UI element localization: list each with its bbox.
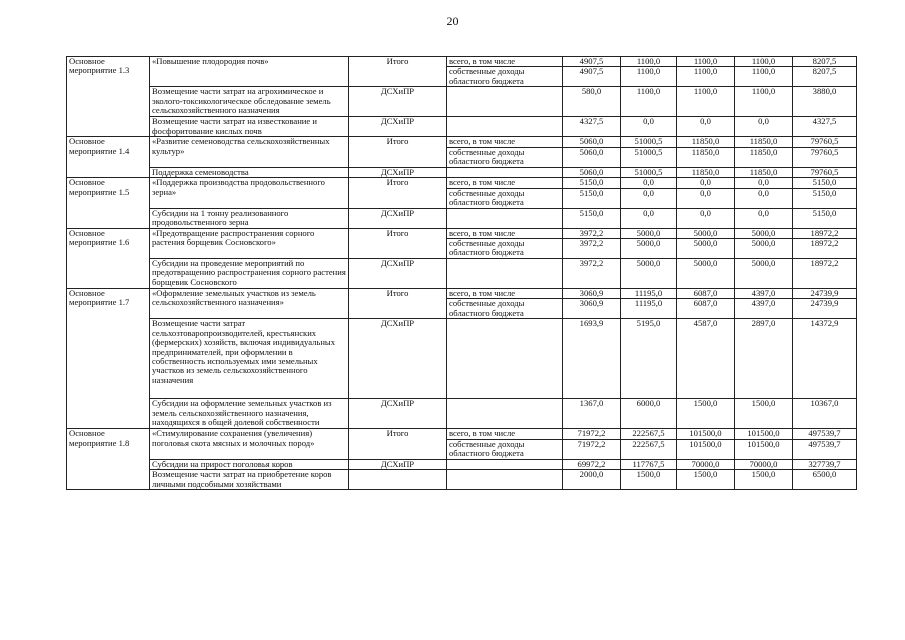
executor-cell: Итого (349, 289, 447, 319)
value-cell: 8207,5 (793, 57, 857, 67)
activity-name: Субсидии на проведение мероприятий по предотвращению распространения сорного растения борщевик Сосновского (150, 259, 349, 289)
value-cell: 5000,0 (735, 259, 793, 289)
value-cell: 222567,5 (621, 429, 677, 439)
value-cell: 1500,0 (735, 399, 793, 429)
funding-source (447, 459, 563, 469)
value-cell: 1100,0 (735, 87, 793, 117)
activity-name: Субсидии на оформление земельных участков из земель сельскохозяйственного назначения, находящихся в общей долевой собственности (150, 399, 349, 429)
value-cell: 6087,0 (677, 289, 735, 299)
funding-source (447, 87, 563, 117)
funding-source (447, 399, 563, 429)
executor-cell (349, 470, 447, 490)
funding-source: собственные доходы областного бюджета (447, 188, 563, 208)
value-cell: 11195,0 (621, 289, 677, 299)
value-cell: 1693,9 (563, 319, 621, 399)
value-cell: 0,0 (621, 117, 677, 137)
funding-source: всего, в том числе (447, 289, 563, 299)
value-cell: 24739,9 (793, 289, 857, 299)
value-cell: 1100,0 (677, 57, 735, 67)
value-cell: 5000,0 (621, 239, 677, 259)
value-cell: 5150,0 (793, 188, 857, 208)
value-cell: 71972,2 (563, 429, 621, 439)
value-cell: 1100,0 (621, 87, 677, 117)
value-cell: 5000,0 (735, 228, 793, 238)
value-cell: 11850,0 (677, 137, 735, 147)
value-cell: 1100,0 (735, 67, 793, 87)
value-cell: 10367,0 (793, 399, 857, 429)
value-cell: 11850,0 (735, 147, 793, 167)
table-row (67, 137, 857, 147)
executor-cell: ДСХиПР (349, 459, 447, 469)
value-cell: 4397,0 (735, 289, 793, 299)
value-cell: 0,0 (677, 208, 735, 228)
value-cell: 3880,0 (793, 87, 857, 117)
value-cell: 18972,2 (793, 239, 857, 259)
value-cell: 3060,9 (563, 299, 621, 319)
value-cell: 51000,5 (621, 147, 677, 167)
value-cell: 327739,7 (793, 459, 857, 469)
table-row (67, 228, 857, 238)
value-cell: 5195,0 (621, 319, 677, 399)
table-row (67, 117, 857, 137)
value-cell: 5000,0 (735, 239, 793, 259)
table-row (67, 289, 857, 299)
funding-source (447, 208, 563, 228)
value-cell: 0,0 (621, 188, 677, 208)
funding-source: собственные доходы областного бюджета (447, 147, 563, 167)
value-cell: 0,0 (735, 208, 793, 228)
value-cell: 71972,2 (563, 439, 621, 459)
value-cell: 4907,5 (563, 57, 621, 67)
activity-name: «Стимулирование сохранения (увеличения) поголовья скота мясных и молочных пород» (150, 429, 349, 459)
funding-source: собственные доходы областного бюджета (447, 239, 563, 259)
table-row (67, 208, 857, 228)
value-cell: 1100,0 (677, 67, 735, 87)
value-cell: 497539,7 (793, 429, 857, 439)
value-cell: 14372,9 (793, 319, 857, 399)
budget-table (66, 56, 857, 490)
activity-name: «Предотвращение распространения сорного растения борщевик Сосновского» (150, 228, 349, 258)
value-cell: 6500,0 (793, 470, 857, 490)
value-cell: 101500,0 (677, 439, 735, 459)
value-cell: 4907,5 (563, 67, 621, 87)
event-cell: Основное мероприятие 1.8 (67, 429, 150, 490)
activity-name: Субсидии на прирост поголовья коров (150, 459, 349, 469)
value-cell: 5150,0 (793, 208, 857, 228)
activity-name: «Поддержка производства продовольственного зерна» (150, 178, 349, 208)
funding-source: всего, в том числе (447, 178, 563, 188)
value-cell: 79760,5 (793, 137, 857, 147)
value-cell: 4327,5 (793, 117, 857, 137)
table-row (67, 57, 857, 67)
value-cell: 222567,5 (621, 439, 677, 459)
value-cell: 4397,0 (735, 299, 793, 319)
table-row (67, 459, 857, 469)
value-cell: 70000,0 (677, 459, 735, 469)
funding-source: всего, в том числе (447, 228, 563, 238)
value-cell: 0,0 (621, 208, 677, 228)
executor-cell: ДСХиПР (349, 167, 447, 177)
value-cell: 11195,0 (621, 299, 677, 319)
activity-name: «Развитие семеноводства сельскохозяйственных культур» (150, 137, 349, 167)
value-cell: 3972,2 (563, 239, 621, 259)
value-cell: 2897,0 (735, 319, 793, 399)
table-row (67, 429, 857, 439)
executor-cell: ДСХиПР (349, 87, 447, 117)
table-row (67, 470, 857, 490)
value-cell: 5000,0 (621, 259, 677, 289)
value-cell: 5150,0 (563, 178, 621, 188)
value-cell: 101500,0 (735, 439, 793, 459)
value-cell: 0,0 (735, 117, 793, 137)
value-cell: 24739,9 (793, 299, 857, 319)
event-cell: Основное мероприятие 1.5 (67, 178, 150, 228)
activity-name: Возмещение части затрат сельхозтоваропроизводителей, крестьянских (фермерских) хозяйств, включая индивидуальных предпринимателей, при оформлении в собственность используемых ими земельных участков из земель сельскохозяйственного назначения (150, 319, 349, 399)
executor-cell: Итого (349, 228, 447, 258)
value-cell: 5060,0 (563, 167, 621, 177)
table-row (67, 167, 857, 177)
value-cell: 1500,0 (735, 470, 793, 490)
value-cell: 5150,0 (563, 208, 621, 228)
value-cell: 5000,0 (677, 259, 735, 289)
executor-cell: ДСХиПР (349, 259, 447, 289)
funding-source: собственные доходы областного бюджета (447, 439, 563, 459)
value-cell: 101500,0 (735, 429, 793, 439)
table-row (67, 87, 857, 117)
value-cell: 117767,5 (621, 459, 677, 469)
activity-name: Субсидии на 1 тонну реализованного продовольственного зерна (150, 208, 349, 228)
value-cell: 3972,2 (563, 228, 621, 238)
value-cell: 6000,0 (621, 399, 677, 429)
activity-name: Возмещение части затрат на известкование и фосфоритование кислых почв (150, 117, 349, 137)
value-cell: 70000,0 (735, 459, 793, 469)
activity-name: Поддержка семеноводства (150, 167, 349, 177)
value-cell: 0,0 (677, 178, 735, 188)
funding-source: собственные доходы областного бюджета (447, 67, 563, 87)
funding-source (447, 117, 563, 137)
value-cell: 5150,0 (793, 178, 857, 188)
value-cell: 11850,0 (677, 167, 735, 177)
value-cell: 69972,2 (563, 459, 621, 469)
value-cell: 5000,0 (621, 228, 677, 238)
value-cell: 11850,0 (735, 137, 793, 147)
value-cell: 8207,5 (793, 67, 857, 87)
funding-source (447, 470, 563, 490)
value-cell: 3972,2 (563, 259, 621, 289)
value-cell: 1100,0 (621, 57, 677, 67)
value-cell: 1500,0 (621, 470, 677, 490)
value-cell: 1367,0 (563, 399, 621, 429)
page-number: 20 (446, 14, 459, 28)
executor-cell: ДСХиПР (349, 399, 447, 429)
event-cell: Основное мероприятие 1.4 (67, 137, 150, 178)
executor-cell: Итого (349, 137, 447, 167)
value-cell: 0,0 (735, 178, 793, 188)
value-cell: 51000,5 (621, 137, 677, 147)
table-row (67, 259, 857, 289)
value-cell: 0,0 (677, 117, 735, 137)
value-cell: 1100,0 (621, 67, 677, 87)
value-cell: 4327,5 (563, 117, 621, 137)
value-cell: 3060,9 (563, 289, 621, 299)
funding-source: всего, в том числе (447, 57, 563, 67)
value-cell: 51000,5 (621, 167, 677, 177)
executor-cell: Итого (349, 57, 447, 87)
activity-name: «Повышение плодородия почв» (150, 57, 349, 87)
value-cell: 18972,2 (793, 259, 857, 289)
executor-cell: ДСХиПР (349, 117, 447, 137)
executor-cell: Итого (349, 178, 447, 208)
table-row (67, 178, 857, 188)
value-cell: 11850,0 (677, 147, 735, 167)
value-cell: 5060,0 (563, 137, 621, 147)
value-cell: 79760,5 (793, 167, 857, 177)
activity-name: Возмещение части затрат на агрохимическое и эколого-токсикологическое обследование земель сельскохозяйственного назначения (150, 87, 349, 117)
executor-cell: ДСХиПР (349, 208, 447, 228)
value-cell: 1500,0 (677, 399, 735, 429)
funding-source: всего, в том числе (447, 137, 563, 147)
value-cell: 4587,0 (677, 319, 735, 399)
value-cell: 5150,0 (563, 188, 621, 208)
value-cell: 5000,0 (677, 228, 735, 238)
value-cell: 1500,0 (677, 470, 735, 490)
executor-cell: Итого (349, 429, 447, 459)
value-cell: 5000,0 (677, 239, 735, 259)
value-cell: 1100,0 (735, 57, 793, 67)
value-cell: 580,0 (563, 87, 621, 117)
value-cell: 79760,5 (793, 147, 857, 167)
funding-source: всего, в том числе (447, 429, 563, 439)
value-cell: 6087,0 (677, 299, 735, 319)
value-cell: 497539,7 (793, 439, 857, 459)
funding-source: собственные доходы областного бюджета (447, 299, 563, 319)
value-cell: 5060,0 (563, 147, 621, 167)
activity-name: «Оформление земельных участков из земель сельскохозяйственного назначения» (150, 289, 349, 319)
value-cell: 0,0 (621, 178, 677, 188)
funding-source (447, 319, 563, 399)
funding-source (447, 167, 563, 177)
table-row (67, 399, 857, 429)
value-cell: 101500,0 (677, 429, 735, 439)
activity-name: Возмещение части затрат на приобретение коров личными подсобными хозяйствами (150, 470, 349, 490)
value-cell: 0,0 (677, 188, 735, 208)
table-row (67, 319, 857, 399)
value-cell: 11850,0 (735, 167, 793, 177)
event-cell: Основное мероприятие 1.6 (67, 228, 150, 288)
value-cell: 2000,0 (563, 470, 621, 490)
value-cell: 1100,0 (677, 87, 735, 117)
value-cell: 18972,2 (793, 228, 857, 238)
event-cell: Основное мероприятие 1.3 (67, 57, 150, 137)
funding-source (447, 259, 563, 289)
executor-cell: ДСХиПР (349, 319, 447, 399)
value-cell: 0,0 (735, 188, 793, 208)
event-cell: Основное мероприятие 1.7 (67, 289, 150, 429)
